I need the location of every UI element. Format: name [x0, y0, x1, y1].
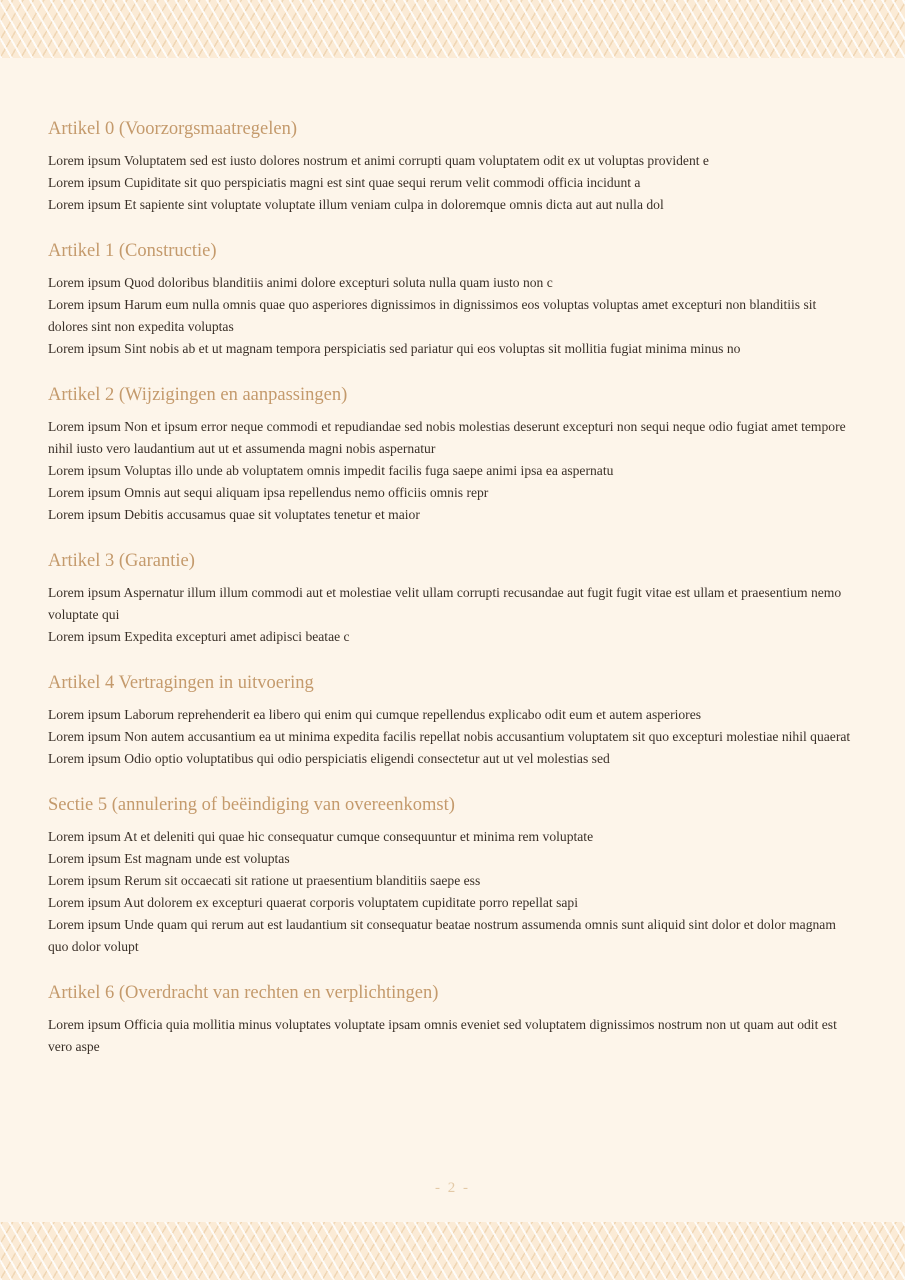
article-paragraph: Lorem ipsum At et deleniti qui quae hic consequatur cumque consequuntur et minima rem voluptate [48, 829, 594, 844]
article-paragraph: Lorem ipsum Laborum reprehenderit ea libero qui enim qui cumque repellendus explicabo odit eum et autem asperiores [48, 707, 702, 722]
page-number: - 2 - [435, 1180, 470, 1196]
article-0 [48, 117, 858, 216]
article-paragraph: Lorem ipsum Unde quam qui rerum aut est laudantium sit consequatur beatae nostrum assumenda omnis sunt aliquid sint dolor et dolor magnam quo dolor volupt [48, 917, 836, 954]
article-paragraph: Lorem ipsum Voluptas illo unde ab voluptatem omnis impedit facilis fuga saepe animi ipsa ea aspernatu [48, 463, 614, 478]
article-paragraph: Lorem ipsum Omnis aut sequi aliquam ipsa repellendus nemo officiis omnis repr [48, 485, 489, 500]
article-paragraph: Lorem ipsum Odio optio voluptatibus qui odio perspiciatis eligendi consectetur aut ut vel molestias sed [48, 751, 610, 766]
article-paragraph: Lorem ipsum Aut dolorem ex excepturi quaerat corporis voluptatem cupiditate porro repellat sapi [48, 895, 578, 910]
article-heading: Artikel 3 (Garantie) [48, 551, 195, 571]
article-3 [48, 549, 858, 648]
article-heading: Artikel 0 (Voorzorgsmaatregelen) [48, 119, 297, 139]
article-paragraph: Lorem ipsum Debitis accusamus quae sit voluptates tenetur et maior [48, 507, 420, 522]
section-5 [48, 793, 858, 958]
document-body [48, 117, 858, 1081]
article-heading: Artikel 2 (Wijzigingen en aanpassingen) [48, 385, 348, 405]
article-paragraph: Lorem ipsum Non autem accusantium ea ut minima expedita facilis repellat nobis accusantium voluptatem sit quo excepturi molestiae nihil quaerat [48, 729, 851, 744]
article-1 [48, 239, 858, 360]
decorative-header-band [0, 0, 905, 58]
article-2 [48, 383, 858, 526]
article-paragraph: Lorem ipsum Et sapiente sint voluptate voluptate illum veniam culpa in doloremque omnis dicta aut aut nulla dol [48, 197, 664, 212]
article-paragraph: Lorem ipsum Aspernatur illum illum commodi aut et molestiae velit ullam corrupti recusandae aut fugit fugit vitae est ullam et praesentium nemo voluptate qui [48, 585, 842, 622]
article-paragraph: Lorem ipsum Officia quia mollitia minus voluptates voluptate ipsam omnis eveniet sed voluptatem dignissimos nostrum non ut quam aut odit est vero aspe [48, 1017, 837, 1054]
article-6 [48, 981, 858, 1058]
article-paragraph: Lorem ipsum Non et ipsum error neque commodi et repudiandae sed nobis molestias deserunt excepturi non sequi neque odio fugiat amet tempore nihil iusto vero laudantium aut ut et assumenda magni nobis aspernatur [48, 419, 846, 456]
article-heading: Artikel 4 Vertragingen in uitvoering [48, 673, 314, 693]
article-paragraph: Lorem ipsum Sint nobis ab et ut magnam tempora perspiciatis sed pariatur qui eos voluptas sit mollitia fugiat minima minus no [48, 341, 741, 356]
article-paragraph: Lorem ipsum Expedita excepturi amet adipisci beatae c [48, 629, 350, 644]
article-paragraph: Lorem ipsum Cupiditate sit quo perspiciatis magni est sint quae sequi rerum velit commodi officia incidunt a [48, 175, 641, 190]
article-paragraph: Lorem ipsum Rerum sit occaecati sit ratione ut praesentium blanditiis saepe ess [48, 873, 481, 888]
article-paragraph: Lorem ipsum Harum eum nulla omnis quae quo asperiores dignissimos in dignissimos eos voluptas voluptas amet excepturi non blanditiis sit dolores sint non expedita voluptas [48, 297, 817, 334]
article-paragraph: Lorem ipsum Quod doloribus blanditiis animi dolore excepturi soluta nulla quam iusto non c [48, 275, 553, 290]
article-4 [48, 671, 858, 770]
decorative-footer-band [0, 1222, 905, 1280]
article-heading: Artikel 1 (Constructie) [48, 241, 217, 261]
article-paragraph: Lorem ipsum Voluptatem sed est iusto dolores nostrum et animi corrupti quam voluptatem odit ex ut voluptas provident e [48, 153, 709, 168]
article-heading: Artikel 6 (Overdracht van rechten en verplichtingen) [48, 983, 439, 1003]
article-paragraph: Lorem ipsum Est magnam unde est voluptas [48, 851, 290, 866]
article-heading: Sectie 5 (annulering of beëindiging van overeenkomst) [48, 795, 455, 815]
